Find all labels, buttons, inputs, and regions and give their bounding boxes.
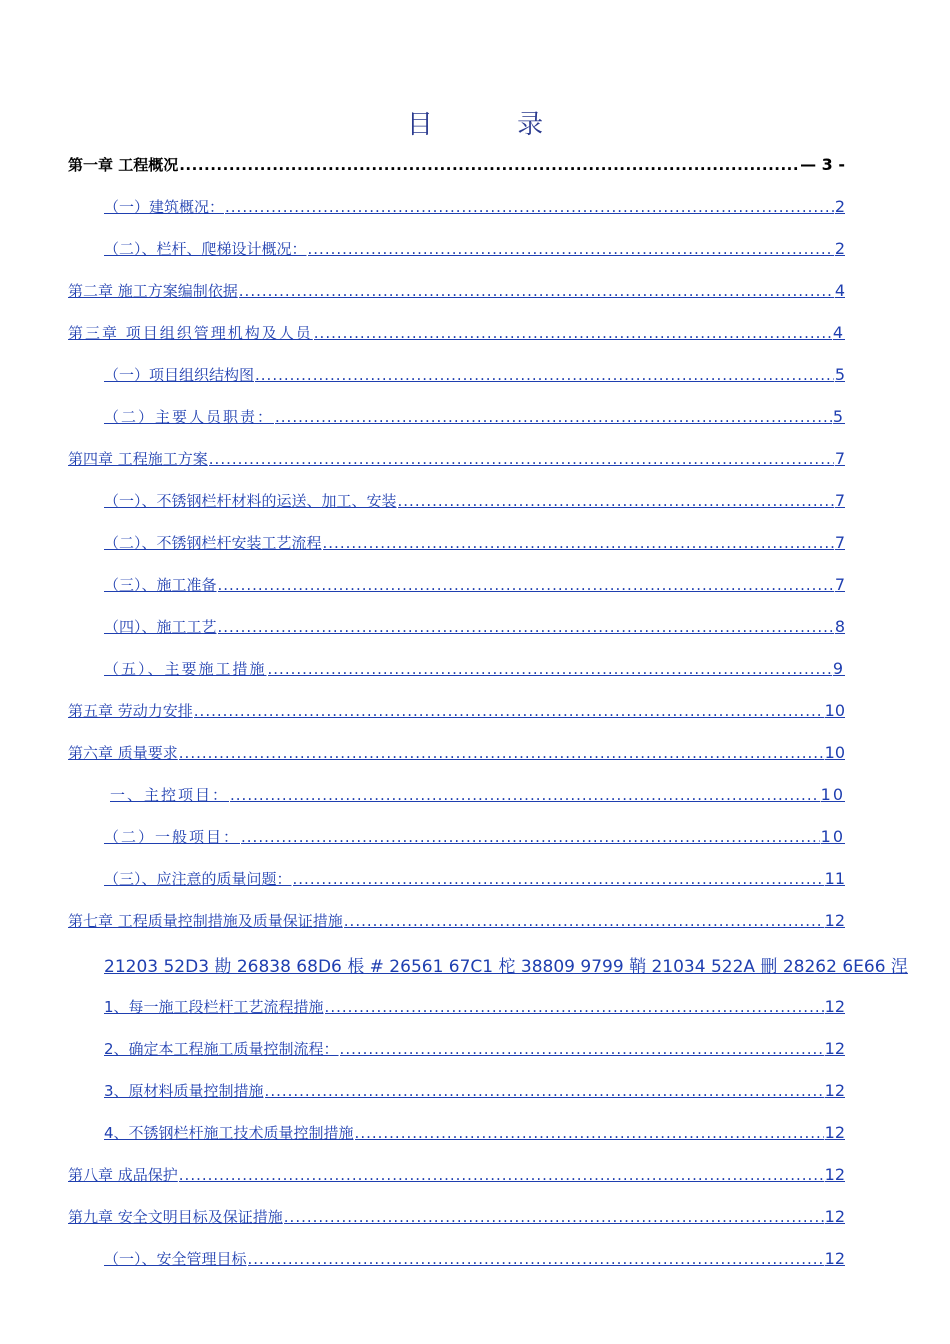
dot-leader: [241, 828, 820, 846]
toc-entry-9-1[interactable]: [104, 1248, 845, 1272]
toc-entry-label: 第九章 安全文明目标及保证措施: [68, 1208, 283, 1226]
toc-entry-label: 第七章 工程质量控制措施及质量保证措施: [68, 912, 343, 930]
dot-leader: [284, 1208, 824, 1226]
dot-leader: [355, 1124, 824, 1142]
toc-entry-label: （五）、主要施工措施: [104, 660, 267, 678]
dot-leader: [209, 450, 834, 468]
dot-leader: [308, 240, 834, 258]
dot-leader: [225, 198, 834, 216]
toc-entry-label: 1、每一施工段栏杆工艺流程措施: [104, 998, 324, 1016]
toc-entry-chapter-1[interactable]: [68, 154, 845, 178]
toc-entry-label: （一）项目组织结构图: [104, 366, 255, 384]
toc-entry-label: 第三章 项目组织管理机构及人员: [68, 324, 313, 342]
toc-entry-page: 7: [834, 491, 845, 510]
toc-entry-1-2[interactable]: [104, 238, 845, 262]
dot-leader: [179, 744, 824, 762]
toc-entry-chapter-6[interactable]: [68, 742, 845, 766]
toc-entry-page: 12: [824, 1039, 845, 1058]
toc-entry-page: 5: [834, 365, 845, 384]
toc-entry-7-1[interactable]: [104, 996, 845, 1020]
dot-leader: [344, 912, 824, 930]
toc-entry-4-5[interactable]: [104, 658, 845, 682]
dot-leader: [275, 408, 832, 426]
dot-leader: [218, 576, 834, 594]
toc-entry-4-1[interactable]: [104, 490, 845, 514]
toc-entry-4-3[interactable]: [104, 574, 845, 598]
toc-entry-page: 8: [834, 617, 845, 636]
toc-title: 目 录: [406, 110, 582, 140]
toc-entry-chapter-8[interactable]: [68, 1164, 845, 1188]
dot-leader: [340, 1040, 824, 1058]
toc-entry-page: 7: [834, 449, 845, 468]
toc-entry-label: 第八章 成品保护: [68, 1166, 178, 1184]
toc-entry-label: （二）主要人员职责：: [104, 408, 275, 426]
dot-leader: [268, 660, 832, 678]
toc-entry-page: 10: [824, 701, 845, 720]
toc-entry-label: （二）、栏杆、爬梯设计概况：: [104, 240, 307, 258]
dot-leader: [323, 534, 834, 552]
toc-entry-chapter-4[interactable]: [68, 448, 845, 472]
toc-entry-page: 11: [824, 869, 845, 888]
toc-entry-label: （四）、施工工艺: [104, 618, 217, 636]
toc-entry-page: 12: [824, 1249, 845, 1268]
toc-entry-chapter-2[interactable]: [68, 280, 845, 304]
toc-entry-page: 10: [820, 785, 845, 804]
toc-entry-label: （一）、不锈钢栏杆材料的运送、加工、安装: [104, 492, 397, 510]
toc-entry-6-3[interactable]: [104, 868, 845, 892]
dot-leader: [230, 786, 820, 804]
toc-entry-1-1[interactable]: [104, 196, 845, 220]
toc-entry-page: 4: [834, 281, 845, 300]
toc-entry-page: 2: [834, 239, 845, 258]
toc-entry-page: 12: [824, 911, 845, 930]
toc-entry-label: 第一章 工程概况: [68, 156, 179, 174]
toc-entry-page: — 3 -: [800, 155, 845, 174]
toc-entry-3-2[interactable]: [104, 406, 845, 430]
toc-entry-page: 10: [820, 827, 845, 846]
toc-entry-3-1[interactable]: [104, 364, 845, 388]
toc-entry-label: 3、原材料质量控制措施: [104, 1082, 264, 1100]
toc-entry-chapter-9[interactable]: [68, 1206, 845, 1230]
dot-leader: [194, 702, 824, 720]
toc-entry-page: 5: [832, 407, 845, 426]
toc-entry-7-2[interactable]: [104, 1038, 845, 1062]
toc-entry-label: （二）一般项目：: [104, 828, 241, 846]
toc-entry-7-3[interactable]: [104, 1080, 845, 1104]
toc-entry-label: 一、主控项目：: [110, 786, 230, 804]
toc-entry-label: （三）、施工准备: [104, 576, 217, 594]
toc-entry-chapter-7[interactable]: [68, 910, 845, 934]
toc-entry-page: 10: [824, 743, 845, 762]
dot-leader: [325, 998, 824, 1016]
toc-entry-label: （一）、安全管理目标: [104, 1250, 247, 1268]
dot-leader: [179, 156, 799, 174]
toc-entry-page: 4: [832, 323, 845, 342]
dot-leader: [179, 1166, 824, 1184]
garbled-code-line[interactable]: 21203 52D3 勘 26838 68D6 棖 # 26561 67C1 柁 38809 9799 鞘 21034 522A 刪 28262 6E66 涅: [104, 957, 908, 977]
toc-entry-page: 7: [834, 533, 845, 552]
toc-entry-label: 第二章 施工方案编制依据: [68, 282, 238, 300]
toc-entry-chapter-3[interactable]: [68, 322, 845, 346]
toc-entry-label: 第六章 质量要求: [68, 744, 178, 762]
toc-entry-page: 12: [824, 1081, 845, 1100]
dot-leader: [398, 492, 834, 510]
toc-entry-label: （二）、不锈钢栏杆安装工艺流程: [104, 534, 322, 552]
toc-entry-page: 7: [834, 575, 845, 594]
dot-leader: [218, 618, 834, 636]
toc-entry-label: （一）建筑概况：: [104, 198, 225, 216]
toc-entry-page: 12: [824, 1207, 845, 1226]
toc-entry-6-1[interactable]: [110, 784, 845, 808]
toc-entry-6-2[interactable]: [104, 826, 845, 850]
dot-leader: [239, 282, 834, 300]
dot-leader: [248, 1250, 824, 1268]
toc-entry-4-2[interactable]: [104, 532, 845, 556]
dot-leader: [255, 366, 834, 384]
toc-entry-label: 第五章 劳动力安排: [68, 702, 193, 720]
toc-entry-page: 9: [832, 659, 845, 678]
dot-leader: [293, 870, 824, 888]
dot-leader: [265, 1082, 824, 1100]
toc-entry-label: 4、不锈钢栏杆施工技术质量控制措施: [104, 1124, 354, 1142]
toc-entry-7-4[interactable]: [104, 1122, 845, 1146]
toc-entry-label: 第四章 工程施工方案: [68, 450, 208, 468]
dot-leader: [314, 324, 832, 342]
toc-entry-chapter-5[interactable]: [68, 700, 845, 724]
toc-entry-4-4[interactable]: [104, 616, 845, 640]
toc-entry-page: 12: [824, 1123, 845, 1142]
toc-entry-page: 2: [834, 197, 845, 216]
toc-entry-page: 12: [824, 1165, 845, 1184]
toc-entry-label: （三）、应注意的质量问题：: [104, 870, 292, 888]
toc-entry-label: 2、确定本工程施工质量控制流程：: [104, 1040, 339, 1058]
toc-entry-page: 12: [824, 997, 845, 1016]
